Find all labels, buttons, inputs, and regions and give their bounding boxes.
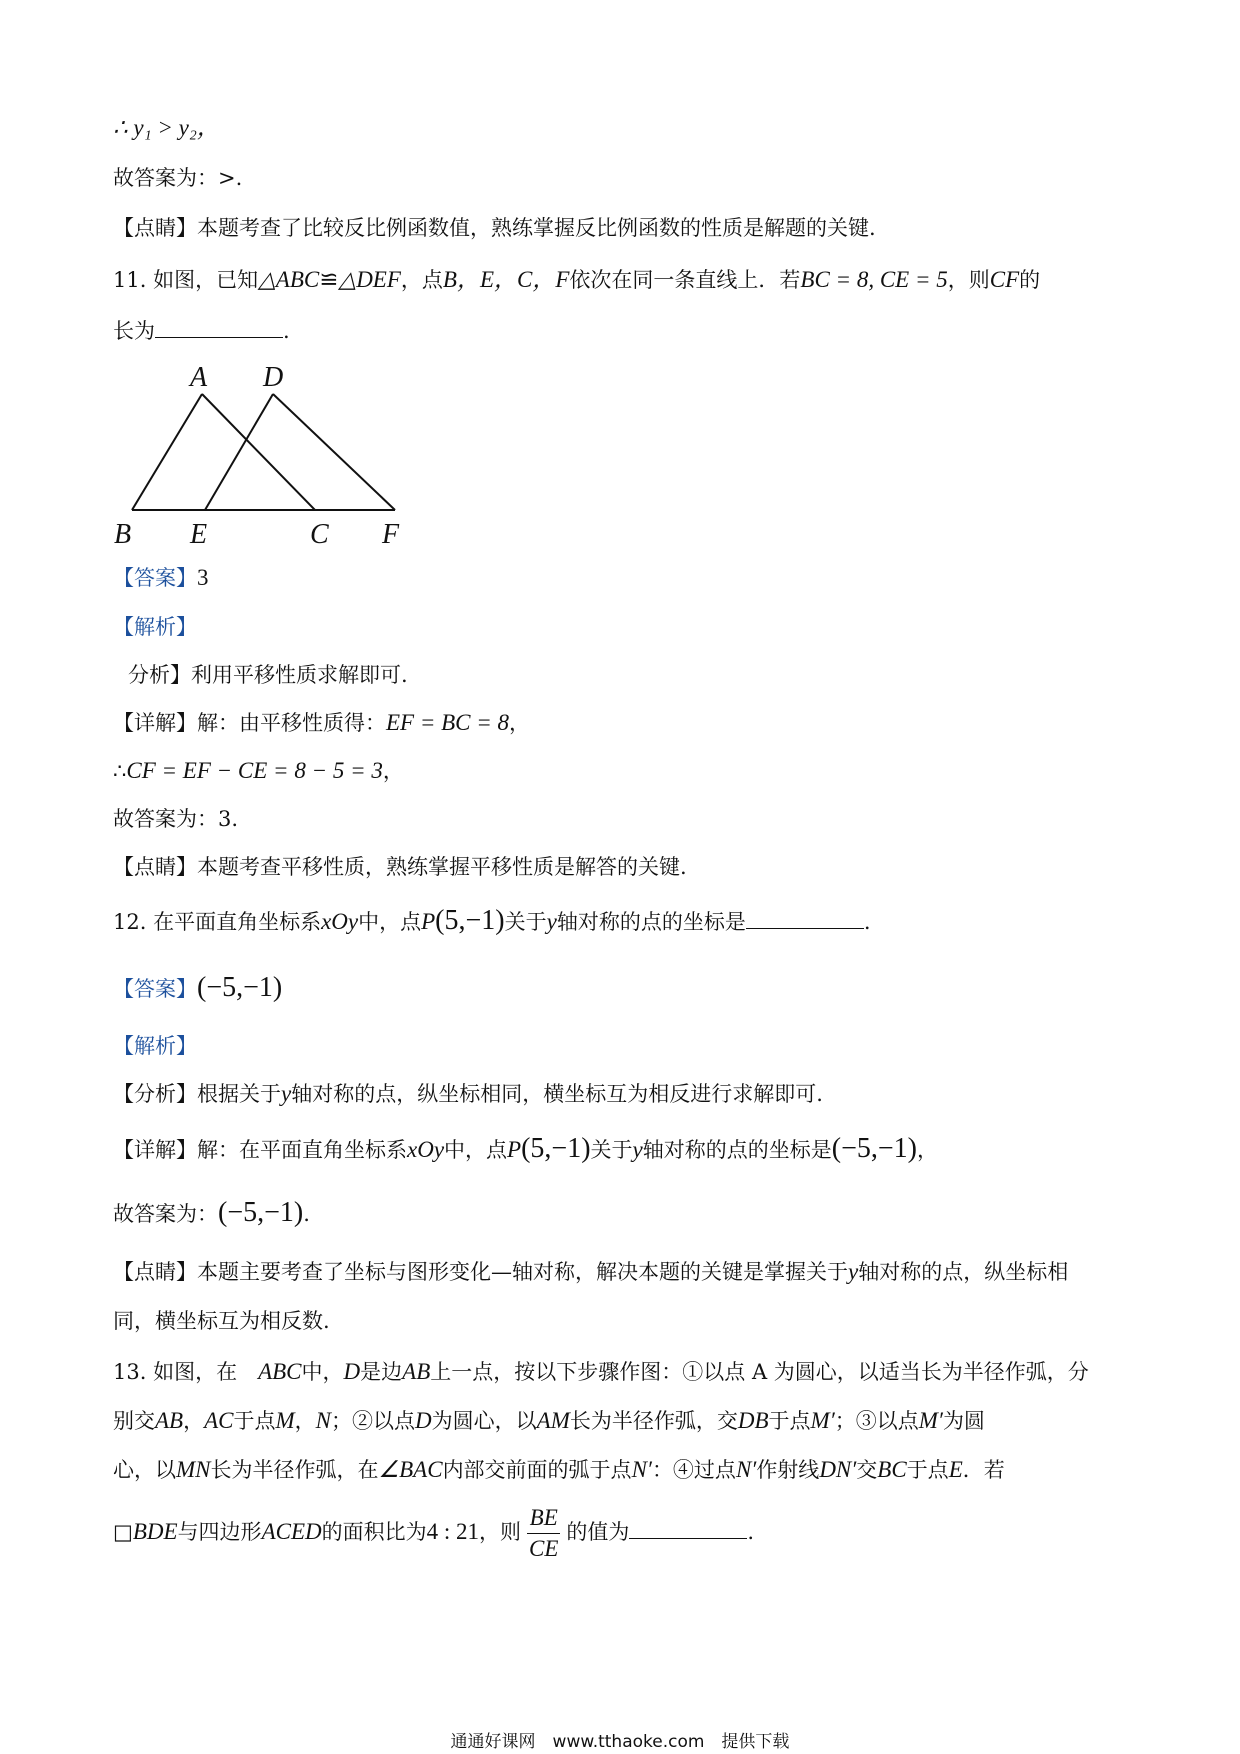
point-coords: (5,−1) — [435, 905, 505, 936]
q13-text: 长为半径作弧，在 — [210, 1458, 379, 1482]
q13-text: 别交 — [113, 1409, 155, 1433]
q13-math: AB — [402, 1359, 431, 1384]
q13-math: D — [415, 1408, 432, 1433]
q13-text: ， — [294, 1409, 316, 1433]
prev-comment — [113, 213, 876, 243]
triangle-figure — [110, 360, 420, 548]
detail-text: 轴对称的点的坐标是 — [642, 1138, 832, 1162]
q13-math: ABC — [258, 1359, 302, 1384]
q11-points: B，E，C，F — [442, 267, 570, 292]
q13-math: M — [275, 1408, 295, 1433]
label-b: B — [114, 519, 132, 548]
y-axis: y — [848, 1259, 859, 1284]
detail-text: 关于 — [590, 1138, 633, 1162]
analysis-tag: 【解析】 — [113, 615, 197, 639]
q12-comment-line1 — [113, 1257, 1068, 1287]
q11-line1 — [113, 265, 1040, 295]
q13-text: ， — [183, 1409, 205, 1433]
q13-math: MN — [176, 1457, 211, 1482]
q13-text: 于点 — [768, 1409, 811, 1433]
detail-math: EF = BC = 8 — [386, 710, 510, 735]
q13-math: M′ — [810, 1408, 835, 1433]
comment-text: 轴对称的点，纵坐标相 — [858, 1260, 1069, 1284]
therefore-symbol: ∴ — [113, 759, 127, 783]
congruent-symbol: ≌ — [319, 267, 339, 292]
q13-math: DN′ — [819, 1457, 857, 1482]
q13-math: BC — [877, 1457, 907, 1482]
point-coords: (5,−1) — [521, 1133, 591, 1164]
q12-answer — [113, 973, 282, 1004]
q11-text: ，点 — [400, 268, 443, 292]
q13-text: ，则 — [479, 1520, 522, 1544]
q11-text: 依次在同一条直线上．若 — [569, 268, 801, 292]
q11-final: 故答案为：3. — [113, 807, 239, 831]
q11-analysis-tag — [113, 612, 197, 642]
y-axis: y — [281, 1081, 292, 1106]
q13-text: 13. 如图，在 — [113, 1360, 259, 1384]
q13-math: N′ — [631, 1457, 652, 1482]
detail-text: 中，点 — [444, 1138, 508, 1162]
q11-text: 长为 — [113, 319, 155, 343]
q13-text: 交 — [856, 1458, 878, 1482]
q13-text: 于点 — [233, 1409, 276, 1433]
q13-math: AC — [204, 1408, 234, 1433]
q12-text: 中，点 — [358, 910, 422, 934]
answer-blank — [629, 1520, 747, 1539]
q11-comment — [113, 852, 687, 882]
q13-text: 的值为 — [566, 1520, 630, 1544]
q13-math: D — [343, 1359, 361, 1384]
q12-final — [113, 1198, 310, 1229]
page-footer: 通通好课网 www.tthaoke.com 提供下载 — [450, 1732, 790, 1752]
q13-math: ACED — [261, 1519, 322, 1544]
q13-math: M′ — [918, 1408, 943, 1433]
label-d: D — [263, 362, 284, 393]
answer-value: (−5,−1) — [197, 972, 283, 1003]
fenxi-text: 根据关于 — [197, 1082, 281, 1106]
q13-text: ；②以点 — [331, 1409, 416, 1433]
detail-text: ， — [509, 711, 531, 735]
q13-line3 — [113, 1455, 1005, 1485]
q13-text: 内部交前面的弧于点 — [442, 1458, 632, 1482]
q13-text: 作射线 — [756, 1458, 820, 1482]
answer-value: 3 — [197, 565, 209, 590]
q13-text: 心，以 — [113, 1458, 176, 1482]
q13-math: BDE — [132, 1519, 178, 1544]
q13-text: 中， — [301, 1360, 344, 1384]
label-f: F — [382, 519, 400, 548]
q11-calc — [113, 756, 404, 786]
q11-given: BC = 8, CE = 5 — [800, 267, 948, 292]
q11-target: CF — [989, 267, 1020, 292]
q13-text: 上一点，按以下步骤作图：①以点 A 为圆心，以适当长为半径作弧，分 — [430, 1360, 1089, 1384]
q11-detail — [113, 708, 530, 738]
q11-fenxi: 分析】利用平移性质求解即可. — [128, 663, 408, 687]
comment-tag: 【点睛】 — [113, 1260, 197, 1284]
fenxi-tag: 【分析】 — [113, 1082, 197, 1106]
fenxi-text: 轴对称的点，纵坐标相同，横坐标互为相反进行求解即可. — [291, 1082, 823, 1106]
q13-math: AB — [155, 1408, 184, 1433]
label-e: E — [190, 519, 208, 548]
q12-comment-line2: 同，横坐标互为相反数. — [113, 1309, 330, 1333]
q12-text: 轴对称的点的坐标是 — [556, 910, 746, 934]
q13-text: ；③以点 — [834, 1409, 919, 1433]
answer-coords: (−5,−1) — [831, 1133, 917, 1164]
q11-text: ，则 — [947, 268, 990, 292]
q13-text: 与四边形 — [177, 1520, 262, 1544]
q12-analysis-tag — [113, 1031, 197, 1061]
therefore-line — [113, 113, 220, 143]
q12-line: 12. 在平面直角坐标系xOy中，点P(5,−1)关于y轴对称的点的坐标是 . — [113, 905, 871, 936]
q13-text: 长为半径作弧，交 — [569, 1409, 738, 1433]
fraction-denominator: CE — [529, 1536, 559, 1561]
q12-text: 12. 在平面直角坐标系 — [113, 910, 322, 934]
q11-text: 11. 如图，已知 — [113, 268, 259, 292]
prev-answer-line: 故答案为：>. — [113, 166, 243, 190]
q13-text: 为圆 — [942, 1409, 985, 1433]
comment-tag: 【点睛】 — [113, 216, 197, 240]
xoy: xOy — [407, 1137, 445, 1162]
detail-text: 解：在平面直角坐标系 — [197, 1138, 407, 1162]
final-text: . — [303, 1202, 310, 1226]
inequality: ∴ y₁ > y₂， — [113, 115, 220, 140]
q13-line2 — [113, 1406, 985, 1436]
detail-text: ， — [917, 1138, 938, 1162]
detail-tag: 【详解】 — [113, 711, 197, 735]
detail-tag: 【详解】 — [113, 1138, 197, 1162]
q13-math: DB — [737, 1408, 769, 1433]
q13-text: ：④过点 — [651, 1458, 736, 1482]
y-axis: y — [632, 1137, 643, 1162]
point-p: P — [507, 1137, 522, 1162]
answer-coords: (−5,−1) — [218, 1197, 304, 1228]
calc-math: CF = EF − CE = 8 − 5 = 3 — [126, 758, 383, 783]
q12-fenxi — [113, 1079, 823, 1109]
point-p: P — [421, 909, 436, 934]
calc-end: ， — [382, 759, 404, 783]
detail-text: 解：由平移性质得： — [197, 711, 386, 735]
final-text: 故答案为： — [113, 1202, 218, 1226]
comment-text: 本题考查平移性质，熟练掌握平移性质是解答的关键. — [197, 855, 687, 879]
y-axis: y — [546, 909, 557, 934]
answer-tag: 【答案】 — [113, 566, 197, 590]
q13-math: E — [948, 1457, 963, 1482]
triangle-abc: △ABC — [258, 267, 320, 292]
q11-answer — [113, 563, 209, 593]
q13-text: 的面积比为 — [321, 1520, 427, 1544]
xoy: xOy — [321, 909, 359, 934]
comment-tag: 【点睛】 — [113, 855, 197, 879]
answer-blank — [155, 319, 283, 338]
analysis-tag: 【解析】 — [113, 1034, 197, 1058]
triangle-def: △DEF — [338, 267, 401, 292]
q13-text: □ — [113, 1520, 133, 1544]
comment-text: 本题主要考查了坐标与图形变化—轴对称，解决本题的关键是掌握关于 — [197, 1260, 848, 1284]
be-over-ce-fraction — [527, 1503, 560, 1564]
q13-math: ∠BAC — [378, 1457, 443, 1482]
q11-text: 的 — [1019, 268, 1041, 292]
q13-math: AM — [536, 1408, 570, 1433]
q13-text: 为圆心，以 — [431, 1409, 537, 1433]
q13-line4: □BDE与四边形ACED的面积比为4 : 21，则 $\frac{BE}{CE}$ 的值为 . — [113, 1497, 754, 1567]
q13-math: N — [315, 1408, 332, 1433]
fraction-numerator: BE — [527, 1503, 560, 1534]
comment-text: 本题考查了比较反比例函数值，熟练掌握反比例函数的性质是解题的关键. — [197, 216, 876, 240]
q12-detail — [113, 1134, 938, 1165]
answer-blank — [746, 910, 864, 929]
q13-text: ．若 — [962, 1458, 1005, 1482]
q12-text: 关于 — [504, 910, 547, 934]
q13-line1 — [113, 1357, 1089, 1387]
q13-text: 是边 — [360, 1360, 403, 1384]
q13-text: 于点 — [906, 1458, 949, 1482]
label-a: A — [190, 362, 208, 393]
q11-line2: 长为 . — [113, 319, 290, 343]
q13-ratio: 4 : 21 — [426, 1519, 480, 1544]
q13-math: N′ — [735, 1457, 757, 1482]
answer-tag: 【答案】 — [113, 977, 197, 1001]
label-c: C — [310, 519, 329, 548]
